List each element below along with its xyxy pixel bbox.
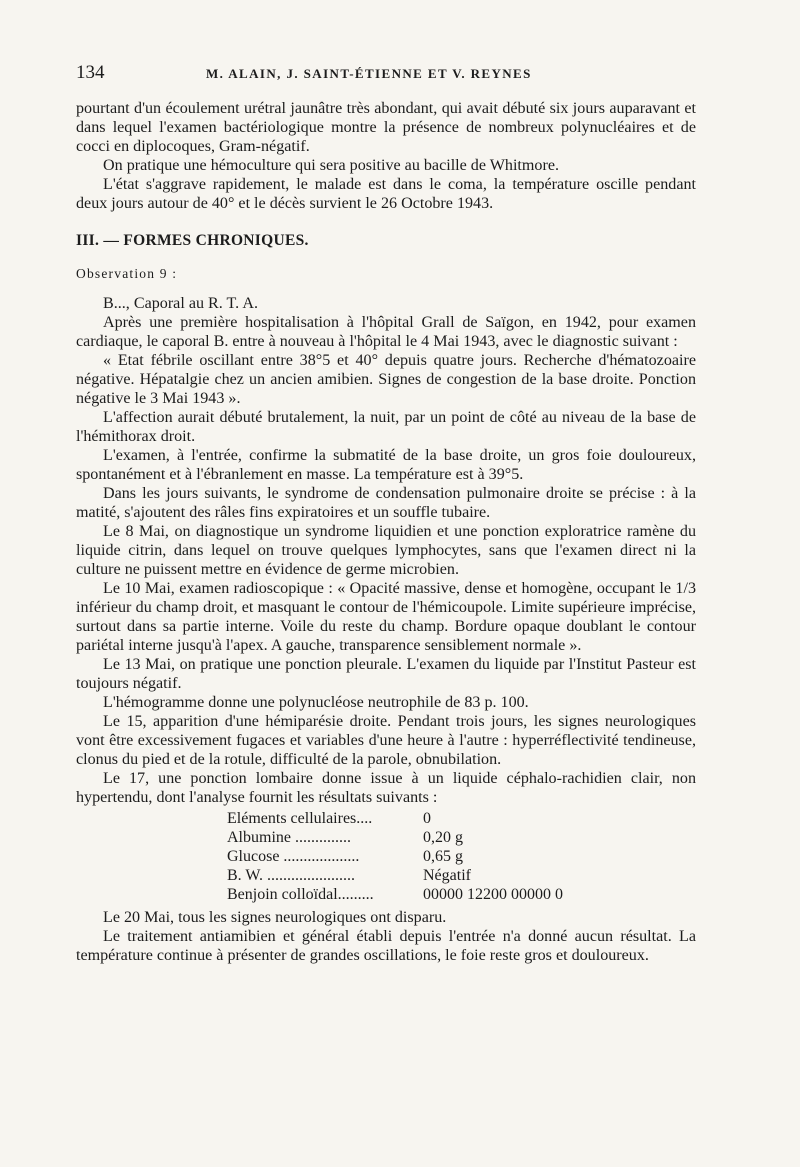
result-value: 00000 12200 00000 0 <box>423 886 563 903</box>
result-label: Eléments cellulaires.... <box>227 810 373 827</box>
case-heading: B..., Caporal au R. T. A. <box>103 295 258 312</box>
intro-section <box>76 99 696 213</box>
document-page <box>76 62 696 965</box>
result-label: Albumine .............. <box>227 829 351 846</box>
running-head: M. ALAIN, J. SAINT-ÉTIENNE ET V. REYNES <box>206 66 532 81</box>
result-row <box>227 809 696 828</box>
result-value: 0,65 g <box>423 848 463 865</box>
paragraph: Le traitement antiamibien et général établi depuis l'entrée n'a donné aucun résultat. La température continue à présenter de grandes oscillations, le foie reste gros et douloureux. <box>76 928 696 964</box>
result-row <box>227 885 696 904</box>
result-value: 0,20 g <box>423 829 463 846</box>
paragraph: pourtant d'un écoulement urétral jaunâtre très abondant, qui avait débuté six jours auparavant et dans lequel l'examen bactériologique montre la présence de nombreux polynucléaires et de cocci en diplocoques, Gram-négatif. <box>76 100 696 155</box>
result-label: Glucose ................... <box>227 848 360 865</box>
paragraph: Le 20 Mai, tous les signes neurologiques ont disparu. <box>103 909 447 926</box>
result-value: 0 <box>423 810 431 827</box>
paragraph: Après une première hospitalisation à l'hôpital Grall de Saïgon, en 1942, pour examen cardiaque, le caporal B. entre à nouveau à l'hôpital le 4 Mai 1943, avec le diagnostic suivant : <box>76 314 696 350</box>
result-label: B. W. ...................... <box>227 867 356 884</box>
case-section <box>76 294 696 807</box>
result-row <box>227 866 696 885</box>
csf-results-table <box>227 809 696 904</box>
paragraph: Le 13 Mai, on pratique une ponction pleurale. L'examen du liquide par l'Institut Pasteur est toujours négatif. <box>76 656 696 692</box>
paragraph: L'état s'aggrave rapidement, le malade est dans le coma, la température oscille pendant deux jours autour de 40° et le décès survient le 26 Octobre 1943. <box>76 176 696 212</box>
page-number: 134 <box>76 62 105 83</box>
result-value: Négatif <box>423 867 471 884</box>
paragraph: L'hémogramme donne une polynucléose neutrophile de 83 p. 100. <box>103 694 529 711</box>
result-label: Benjoin colloïdal......... <box>227 886 374 903</box>
paragraph: On pratique une hémoculture qui sera positive au bacille de Whitmore. <box>103 157 559 174</box>
result-row <box>227 828 696 847</box>
closing-section <box>76 908 696 965</box>
paragraph: L'examen, à l'entrée, confirme la submatité de la base droite, un gros foie douloureux, spontanément et à l'ébranlement en masse. La température est à 39°5. <box>76 447 696 483</box>
paragraph: Dans les jours suivants, le syndrome de condensation pulmonaire droite se précise : à la matité, s'ajoutent des râles fins expiratoires et un souffle tubaire. <box>76 485 696 521</box>
paragraph: Le 10 Mai, examen radioscopique : « Opacité massive, dense et homogène, occupant le 1/3 inférieur du champ droit, et masquant le contour de l'hémicoupole. Limite supérieure imprécise, surtout dans sa partie interne. Voile du reste du champ. Bordure opaque doublant le contour pariétal interne jusqu'à l'apex. A gauche, transparence sensiblement normale ». <box>76 580 696 654</box>
paragraph: « Etat fébrile oscillant entre 38°5 et 40° depuis quatre jours. Recherche d'hématozoaire négative. Hépatalgie chez un ancien amibien. Signes de congestion de la base droite. Ponction négative le 3 Mai 1943 ». <box>76 352 696 407</box>
page-header <box>76 62 696 88</box>
result-row <box>227 847 696 866</box>
paragraph: L'affection aurait débuté brutalement, la nuit, par un point de côté au niveau de la base de l'hémithorax droit. <box>76 409 696 445</box>
paragraph: Le 15, apparition d'une hémiparésie droite. Pendant trois jours, les signes neurologiques vont être excessivement fugaces et variables d'une heure à l'autre : hyperréflectivité tendineuse, clonus du pied et de la rotule, difficulté de la parole, obnubilation. <box>76 713 696 768</box>
section-title: III. — FORMES CHRONIQUES. <box>76 232 309 249</box>
paragraph: Le 17, une ponction lombaire donne issue à un liquide céphalo-rachidien clair, non hypertendu, dont l'analyse fournit les résultats suivants : <box>76 770 696 806</box>
observation-label: Observation 9 : <box>76 266 178 281</box>
paragraph: Le 8 Mai, on diagnostique un syndrome liquidien et une ponction exploratrice ramène du liquide citrin, dans lequel on trouve quelques lymphocytes, sans que l'examen direct ni la culture ne puissent mettre en évidence de germe microbien. <box>76 523 696 578</box>
